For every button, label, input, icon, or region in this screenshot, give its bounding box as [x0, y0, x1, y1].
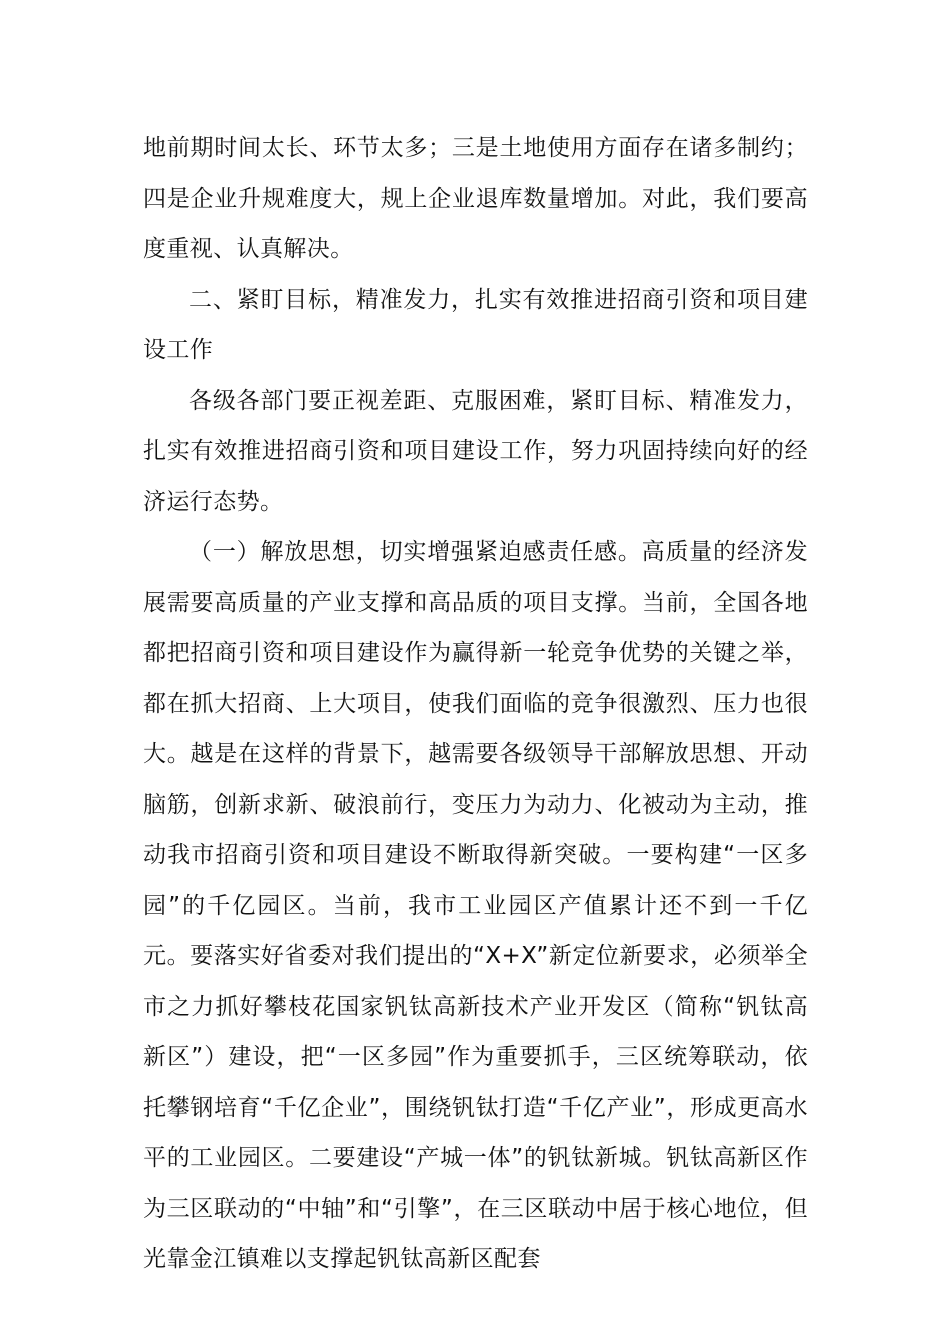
paragraph: 各级各部门要正视差距、克服困难，紧盯目标、精准发力，扎实有效推进招商引资和项目建设工作，努力巩固持续向好的经济运行态势。	[143, 387, 808, 515]
paragraph: （一）解放思想，切实增强紧迫感责任感。高质量的经济发展需要高质量的产业支撑和高品质的项目支撑。当前，全国各地都把招商引资和项目建设作为赢得新一轮竞争优势的关键之举，都在抓大招商、上大项目，使我们面临的竞争很激烈、压力也很大。越是在这样的背景下，越需要各级领导干部解放思想、开动脑筋，创新求新、破浪前行，变压力为动力、化被动为主动，推动我市招商引资和项目建设不断取得新突破。一要构建“一区多园”的千亿园区。当前，我市工业园区产值累计还不到一千亿元。要落实好省委对我们提出的“X+X”新定位新要求，必须举全市之力抓好攀枝花国家钒钛高新技术产业开发区（简称“钒钛高新区”）建设，把“一区多园”作为重要抓手，三区统筹联动，依托攀钢培育“千亿企业”，围绕钒钛打造“千亿产业”，形成更高水平的工业园区。二要建设“产城一体”的钒钛新城。钒钛高新区作为三区联动的“中轴”和“引擎”，在三区联动中居于核心地位，但光靠金江镇难以支撑起钒钛高新区配套	[143, 539, 808, 1272]
paragraph-continuation: 地前期时间太长、环节太多；三是土地使用方面存在诸多制约；四是企业升规难度大，规上企业退库数量增加。对此，我们要高度重视、认真解决。	[143, 135, 808, 262]
body-text	[143, 123, 808, 1285]
section-heading: 二、紧盯目标，精准发力，扎实有效推进招商引资和项目建设工作	[143, 286, 808, 363]
